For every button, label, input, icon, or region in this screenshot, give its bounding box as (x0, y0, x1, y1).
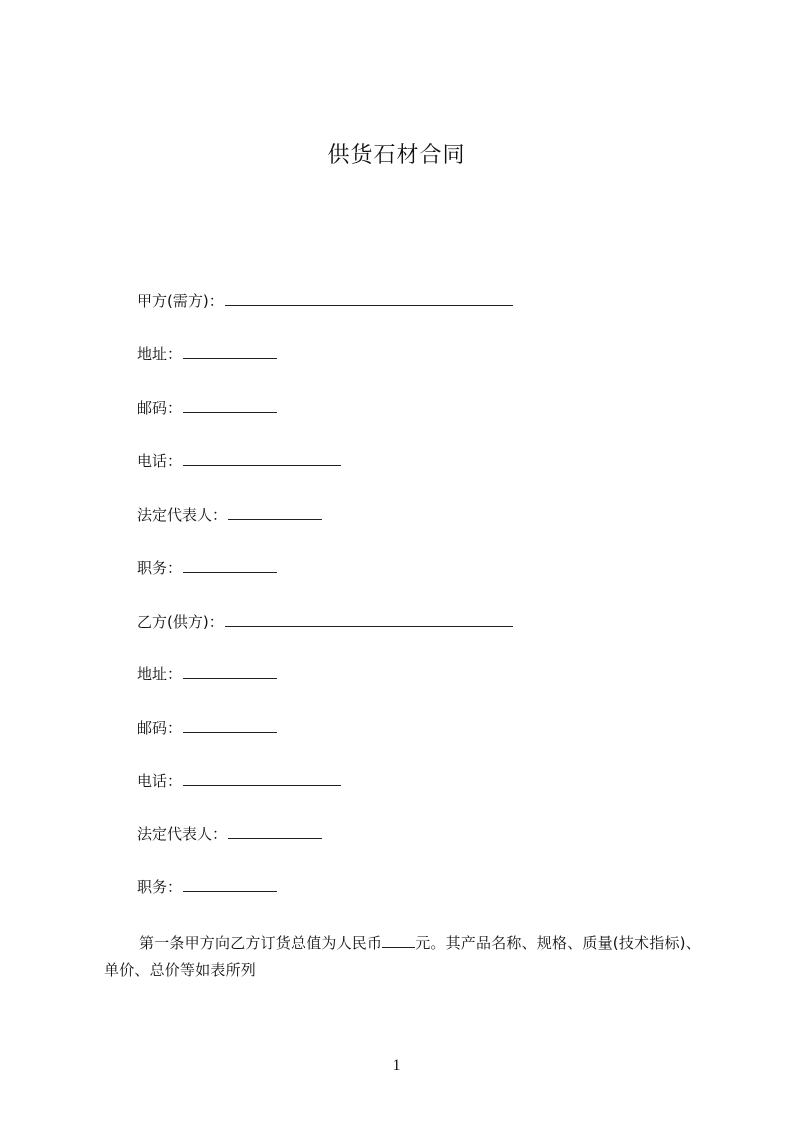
party-a-address-blank[interactable] (183, 344, 277, 359)
party-b-address-blank[interactable] (183, 664, 277, 679)
party-b-position-label: 职务： (137, 878, 183, 896)
party-b-position-blank[interactable] (183, 877, 277, 892)
party-b-name-blank[interactable] (225, 612, 513, 627)
party-a-address-field (137, 344, 277, 364)
party-b-position-field (137, 877, 277, 897)
party-b-legal-rep-label: 法定代表人： (137, 825, 228, 843)
party-b-address-field (137, 664, 277, 684)
party-a-phone-label: 电话： (137, 452, 183, 470)
party-b-phone-label: 电话： (137, 772, 183, 790)
party-a-address-label: 地址： (137, 345, 183, 363)
article-1-amount-blank[interactable] (382, 933, 415, 948)
party-a-legal-rep-label: 法定代表人： (137, 506, 228, 524)
party-a-name-field (137, 291, 513, 311)
page-number: 1 (392, 1057, 401, 1074)
document-title: 供货石材合同 (327, 143, 466, 168)
party-b-phone-field (137, 771, 341, 791)
party-b-postcode-field (137, 718, 277, 738)
article-1-paragraph (104, 930, 704, 984)
party-a-postcode-label: 邮码： (137, 399, 183, 417)
party-a-legal-rep-field (137, 505, 322, 525)
article-1-text-after: 元。其产品名称、规格、质量(技术指标)、单价、总价等如表所列 (104, 934, 701, 979)
article-1-text-before: 第一条甲方向乙方订货总值为人民币 (139, 934, 383, 952)
party-a-phone-field (137, 451, 341, 471)
party-b-legal-rep-blank[interactable] (228, 824, 322, 839)
party-a-postcode-field (137, 398, 277, 418)
party-a-name-blank[interactable] (225, 291, 513, 306)
party-a-position-label: 职务： (137, 559, 183, 577)
party-a-legal-rep-blank[interactable] (228, 505, 322, 520)
party-b-phone-blank[interactable] (183, 771, 341, 786)
party-b-postcode-label: 邮码： (137, 719, 183, 737)
party-b-address-label: 地址： (137, 665, 183, 683)
party-b-legal-rep-field (137, 824, 322, 844)
party-a-postcode-blank[interactable] (183, 398, 277, 413)
party-b-name-label: 乙方(供方)： (137, 613, 224, 631)
party-a-position-field (137, 558, 277, 578)
party-b-name-field (137, 612, 513, 632)
party-a-phone-blank[interactable] (183, 451, 341, 466)
party-a-name-label: 甲方(需方)： (137, 292, 224, 310)
party-a-position-blank[interactable] (183, 558, 277, 573)
party-b-postcode-blank[interactable] (183, 718, 277, 733)
